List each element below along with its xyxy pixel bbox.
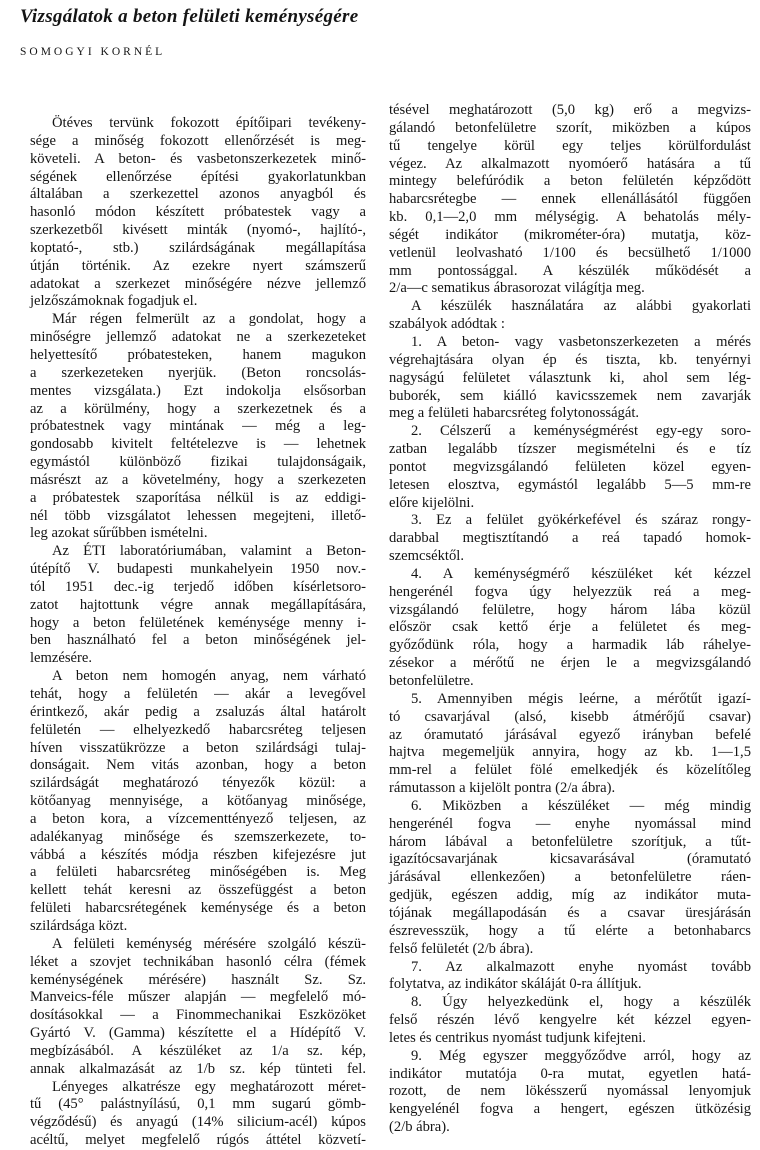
left-text-line: gondosabb kivitelt feltételezve is — lehetnek — [30, 436, 366, 453]
left-text-line: tehát, hogy a felületén — akár a levegővel — [30, 686, 366, 702]
right-text-line: 7. Az alkalmazott enyhe nyomást tovább — [411, 958, 751, 975]
left-text-line: minőségre jellemző adatokat ne a szerkezeteket — [30, 329, 366, 346]
right-text-line: zésekor a mérőtű ne érjen le a megvizsgálandó — [389, 655, 751, 672]
right-text-line: letes és centrikus nyomást tudjunk kifejteni. — [389, 1029, 646, 1046]
left-text-line: szilárdsága közt. — [30, 917, 128, 934]
left-text-line: ben használható fel a beton minőségének jel- — [30, 632, 366, 649]
right-text-line: zatban legalább tízszer megismételni és e tíz — [389, 441, 751, 458]
left-text-line: adatokat a szerkezet minőségére nézve jellemző — [30, 275, 366, 292]
right-text-line: hengerénél fogva — enyhe nyomással mind — [389, 815, 751, 832]
right-text-line: szemcséktől. — [389, 548, 464, 565]
right-text-line: hajtva megemeljük annyira, hogy az kb. 1—1,5 — [389, 744, 751, 761]
left-text-line: jelzőszámoknak fogadjuk el. — [30, 293, 198, 310]
right-text-line: indikátor mutatója 0-ra mutat, egyetlen hatá- — [389, 1065, 751, 1082]
right-text-line: kengyelénél fogva a hengert, egészen ütközésig — [389, 1101, 751, 1118]
left-text-line: érintkező, akár pedig a zsaluzás által határolt — [30, 703, 366, 720]
right-text-line: darabbal megtisztítandó a reá tapadó homok- — [389, 530, 751, 547]
right-text-line: mm pontossággal. A készülék működését a — [389, 262, 751, 279]
right-text-line: mintegy belefúródik a beton felületén képződött — [389, 173, 751, 190]
right-text-line: rozott, de nem lökésszerű nyomással lenyomjuk — [389, 1083, 751, 1100]
right-text-line: 3. Ez a felület gyökérkefével és száraz rongy- — [411, 512, 751, 529]
right-text-line: felső részén lévő kengyelre két kézzel egyen- — [389, 1012, 751, 1029]
left-text-line: az a körülmény, hogy a szerkezetnek és a — [30, 400, 366, 417]
right-text-line: pontot megvizsgálandó felületen közel egyen- — [389, 458, 751, 475]
left-text-line: végződésű) és anyagú (14% silicium-acél) kúpos — [30, 1114, 366, 1131]
right-text-line: letesen elosztva, egymástól legalább 5—5 mm-re — [389, 476, 751, 493]
right-text-line: 2. Célszerű a keménységmérést egy-egy soro- — [411, 423, 751, 440]
left-text-line: követeli. A beton- és vasbetonszerkezetek minő- — [30, 150, 366, 167]
right-text-line: végrehajtására olyan ép és tiszta, kb. tenyérnyi — [389, 351, 751, 368]
left-text-line: leg azokat sűrűbben ismételni. — [30, 525, 208, 542]
left-text-line: útján történik. Az ezekre nyert számszerű — [30, 257, 366, 274]
right-text-line: tó csavarjával (alsó, kisebb átmérőjű csavar) — [389, 708, 751, 725]
left-text-line: megbízásából. A készüléket az 1/a sz. kép, — [30, 1042, 366, 1059]
left-text-line: lemzésére. — [30, 650, 92, 667]
right-text-line: tű tengelye körül egy teljes körülfordulást — [389, 137, 751, 154]
right-text-line: hengerénél fogva úgy helyezzük reá a meg- — [389, 583, 751, 600]
right-text-line: igazítócsavarjának kicsavarásával (óramutató — [389, 851, 751, 868]
right-text-line: 5. Amennyiben mégis leérne, a mérőtűt igazí- — [411, 690, 751, 707]
right-text-line: 8. Úgy helyezkedünk el, hogy a készülék — [411, 994, 751, 1011]
left-text-line: Az ÉTI laboratóriumában, valamint a Beton- — [52, 543, 366, 560]
right-text-line: tójának megállapodásán és a csavar üresjárásán — [389, 904, 751, 921]
right-text-line: mm-rel a felület fölé emelkedjék és közelítőleg — [389, 762, 751, 779]
right-text-line: buborék, sem kiálló kavicsszemek nem zavarják — [389, 387, 751, 404]
left-text-line: másrészt az a követelmény, hogy a szerkezeten — [30, 471, 366, 488]
right-text-line: rámutasson a kijelölt pontra (2/a ábra). — [389, 780, 616, 797]
right-text-line: gálandó betonfelületre szorít, miközben a kúpos — [389, 119, 751, 136]
right-text-line: előre kijelölni. — [389, 494, 475, 511]
left-text-line: A beton nem homogén anyag, nem várható — [52, 668, 366, 685]
left-text-line: tól 1951 dec.-ig terjedő időben kísérletsoro- — [30, 578, 366, 595]
right-text-line: szabályok adódtak : — [389, 316, 505, 333]
right-text-line: vetlenül leolvasható 1/100 és becsülhető 1/1000 — [389, 244, 751, 261]
right-text-line: végez. Az alkalmazott nyomóerő hatására a tű — [389, 155, 751, 172]
right-text-line: vizsgálandó felületre, hogy három lába közül — [389, 601, 751, 618]
right-text-line: betonfelületre. — [389, 673, 474, 689]
left-text-line: útépítő V. budapesti munkahelyein 1950 nov.- — [30, 561, 366, 578]
right-text-line: (2/b ábra). — [389, 1119, 450, 1136]
right-text-line: 2/a—c sematikus ábrasorozat világítja meg. — [389, 280, 645, 297]
left-text-line: kötőanyag mennyisége, a kötőanyag minősége, — [30, 793, 366, 810]
left-text-line: egymástól különböző fizikai tulajdonságaik, — [30, 454, 366, 471]
left-text-line: Ötéves tervünk fokozott építőipari tevékeny- — [52, 115, 366, 131]
left-text-line: annak alkalmazását az 1/b sz. kép tünteti fel. — [30, 1060, 366, 1077]
right-text-line: 4. A keménységmérő készüléket két kézzel — [411, 565, 751, 582]
right-text-line: az óramutató járásával egyező irányban befelé — [389, 726, 751, 743]
left-text-line: keménységének mérésére) használt Sz. Sz. — [30, 971, 366, 988]
left-text-line: mentes vizsgálata.) Ezt indokolja elsősorban — [30, 382, 366, 399]
right-text-line: először csak kettő érje a felületet és meg- — [389, 619, 751, 636]
right-text-line: A készülék használatára az alábbi gyakorlati — [411, 298, 751, 315]
left-text-line: helyettesítő próbatesteken, hanem magukon — [30, 346, 366, 363]
right-text-line: 1. A beton- vagy vasbetonszerkezeten a mérés — [411, 333, 751, 350]
article-author: SOMOGYI KORNÉL — [20, 46, 166, 58]
right-text-line: észrevesszük, hogy a tű elérte a betonhabarcs — [389, 922, 751, 939]
left-text-line: a próbatestek szaporítása nélkül is az eddigi- — [30, 489, 366, 506]
right-text-line: 6. Miközben a készüléket — még mindig — [411, 797, 751, 814]
left-text-line: szerkezetből kivésett minták (nyomó-, hajlító-, — [30, 222, 366, 239]
left-text-line: szilárdságát meghatározó tényezők közül: a — [30, 775, 366, 792]
right-text-line: kb. 0,1—2,0 mm mélységig. A behatolás mély- — [389, 209, 751, 226]
right-text-line: folytatva, az indikátor skáláját 0-ra állítjuk. — [389, 976, 642, 993]
left-text-line: zatot hajtottunk végre annak megállapítására, — [30, 596, 366, 613]
left-text-line: a felületi habarcsréteg minőségében is. Meg — [30, 864, 366, 881]
left-text-line: koptató-, stb.) szilárdságának megállapítása — [30, 239, 366, 256]
left-text-line: a beton kora, a vízcementtényező teljesen, az — [30, 810, 366, 827]
right-text-line: győződünk róla, hogy a harmadik láb ráhelye- — [389, 637, 751, 654]
left-text-line: hogy a beton felületének keménysége menny i- — [30, 614, 366, 631]
right-text-column — [389, 102, 751, 1136]
left-text-line: próbatestnek vagy mintának — még a leg- — [30, 418, 366, 435]
left-text-line: a szerkezeteken nyerjük. (Beton roncsolás- — [30, 364, 366, 381]
left-text-line: felületi habarcsrétegének keménysége és a beton — [30, 900, 366, 917]
left-text-line: dosításokkal — a Finommechanikai Eszközöket — [30, 1007, 366, 1024]
left-text-line: kellett tehát keresni az összefüggést a beton — [30, 882, 366, 899]
left-text-line: acéltű, melyet megfelelő rúgós áttétel közvetí- — [30, 1132, 366, 1149]
left-text-line: tű (45° palástnyílású, 0,1 mm sugarú gömb- — [30, 1096, 366, 1113]
left-text-line: Lényeges alkatrésze egy meghatározott méret- — [52, 1078, 366, 1095]
left-text-column — [30, 115, 366, 1149]
left-text-line: vábbá a készítés módja részben kifejezésre jut — [30, 846, 366, 863]
left-text-line: hasonló módon készített próbatestek vagy a — [30, 204, 366, 221]
right-text-line: járásával ellenkezően) a betonfelületre ráen- — [389, 869, 751, 886]
left-text-line: sége a minőség fokozott ellenőrzését is meg- — [30, 132, 366, 149]
left-text-line: felületén — elhelyezkedő habarcsréteg teljesen — [30, 721, 366, 738]
left-text-line: donságait. Nem vitás azonban, hogy a beton — [30, 757, 366, 774]
right-text-line: nagyságú felületet választunk ki, ahol sem lég- — [389, 369, 751, 386]
left-text-line: adalékanyag minősége és szemszerkezete, to- — [30, 828, 366, 845]
right-text-line: meg a felületi habarcsréteg folytonosságát. — [389, 405, 640, 422]
right-text-line: 9. Még egyszer meggyőződve arról, hogy az — [411, 1047, 751, 1064]
left-text-line: Manveics-féle műszer alapján — megfelelő mó- — [30, 989, 366, 1006]
right-text-line: három lábával a betonfelületre szorítjuk, a tűt- — [389, 833, 751, 850]
left-text-line: híven visszatükrözze a beton szilárdsági tulaj- — [30, 739, 366, 756]
left-text-line: ségének ellenőrzése építési gyakorlatunkban — [30, 168, 366, 185]
left-text-line: Már régen felmerült az a gondolat, hogy a — [52, 311, 366, 328]
right-text-line: habarcsrétegbe — ennek ellenállásától függően — [389, 191, 751, 208]
left-text-line: A felületi keménység mérésére szolgáló készü- — [52, 935, 366, 952]
right-text-line: ségét indikátor (mikrométer-óra) mutatja, köz- — [389, 226, 751, 243]
left-text-line: nél több vizsgálatot lehessen megejteni, illető- — [30, 507, 366, 524]
right-text-line: gedjük, egészen addig, míg az indikátor muta- — [389, 887, 751, 904]
left-text-line: léket a szovjet technikában hasonló célra (fémek — [30, 953, 366, 970]
left-text-line: általában a szerkezettel azonos anyagból és — [30, 186, 366, 203]
article-title: Vizsgálatok a beton felületi keménységére — [20, 6, 359, 27]
left-text-line: Gyártó V. (Gamma) készítette el a Hídépítő V. — [30, 1025, 366, 1042]
right-text-line: tésével meghatározott (5,0 kg) erő a megvizs- — [389, 102, 751, 118]
right-text-line: felső felületét (2/b ábra). — [389, 940, 534, 957]
